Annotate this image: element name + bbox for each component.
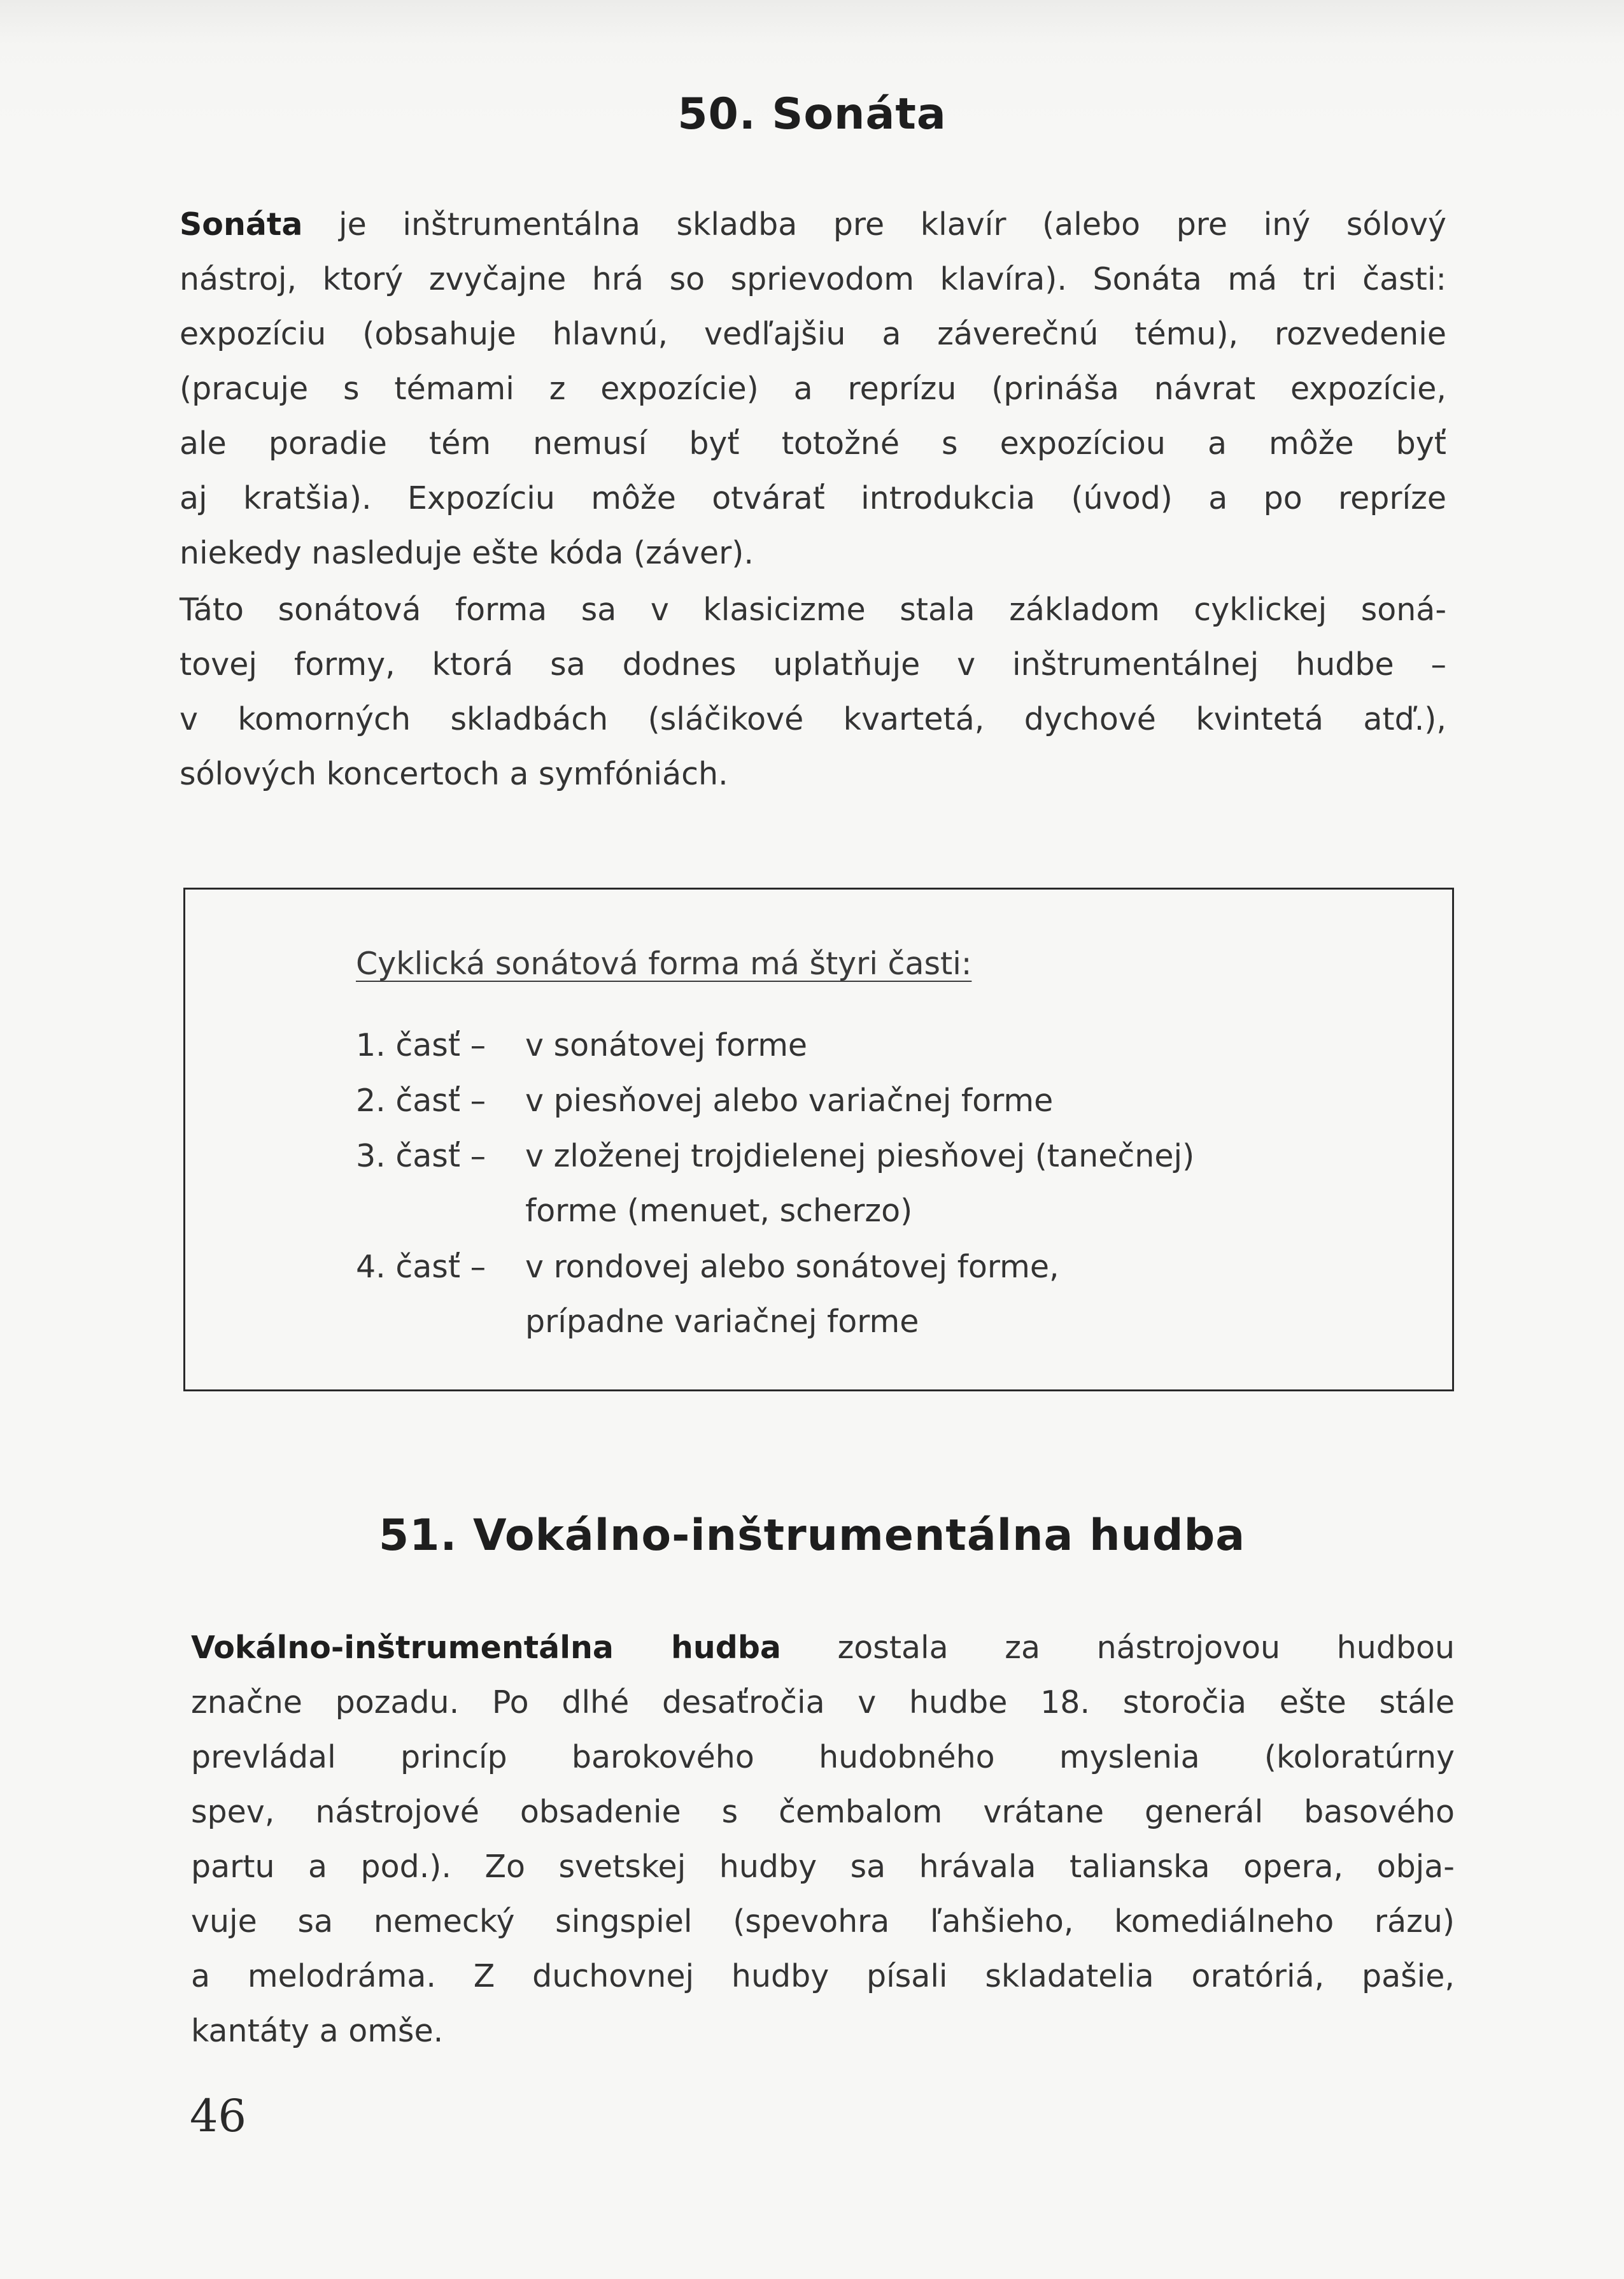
paragraph-line: partu a pod.). Zo svetskej hudby sa hrávala talianska opera, obja- bbox=[191, 1849, 1455, 1885]
part-text-continued: forme (menuet, scherzo) bbox=[525, 1193, 913, 1229]
part-item-1 bbox=[356, 1027, 807, 1063]
part-number: 4. časť – bbox=[356, 1249, 486, 1285]
paragraph-line: tovej formy, ktorá sa dodnes uplatňuje v inštrumentálnej hudbe – bbox=[180, 646, 1446, 683]
section-50-paragraph-2 bbox=[180, 583, 1446, 802]
section-50-paragraph-1 bbox=[180, 197, 1446, 581]
box-title: Cyklická sonátová forma má štyri časti: bbox=[356, 946, 972, 982]
paragraph-line: niekedy nasleduje ešte kóda (záver). bbox=[180, 535, 754, 571]
paragraph-line: nástroj, ktorý zvyčajne hrá so sprievodom klavíra). Sonáta má tri časti: bbox=[180, 261, 1446, 297]
part-text: v zloženej trojdielenej piesňovej (tanečnej) bbox=[525, 1138, 1195, 1174]
cyclic-sonata-form-box bbox=[183, 888, 1454, 1391]
part-number: 2. časť – bbox=[356, 1083, 486, 1119]
sonata-term: Sonáta bbox=[180, 206, 303, 243]
part-text: v sonátovej forme bbox=[525, 1027, 808, 1063]
part-item-2 bbox=[356, 1083, 1053, 1119]
part-text-continued: prípadne variačnej forme bbox=[525, 1303, 919, 1340]
part-text: v piesňovej alebo variačnej forme bbox=[525, 1083, 1054, 1119]
paragraph-line: aj kratšia). Expozíciu môže otvárať introdukcia (úvod) a po repríze bbox=[180, 480, 1446, 516]
section-51-heading: 51. Vokálno-inštrumentálna hudba bbox=[378, 1510, 1246, 1561]
part-item-4 bbox=[356, 1249, 1059, 1340]
paragraph-line: Sonáta je inštrumentálna skladba pre klavír (alebo pre iný sólový bbox=[180, 206, 1446, 243]
paragraph-line: Táto sonátová forma sa v klasicizme stala základom cyklickej soná- bbox=[180, 592, 1446, 628]
paragraph-line: sólových koncertoch a symfóniách. bbox=[180, 756, 728, 792]
paragraph-line: expozíciu (obsahuje hlavnú, vedľajšiu a záverečnú tému), rozvedenie bbox=[180, 316, 1446, 352]
paragraph-line: vuje sa nemecký singspiel (spevohra ľahšieho, komediálneho rázu) bbox=[191, 1903, 1455, 1940]
paragraph-line: Vokálno-inštrumentálna hudba zostala za nástrojovou hudbou bbox=[191, 1629, 1455, 1666]
paragraph-line: (pracuje s témami z expozície) a reprízu (prináša návrat expozície, bbox=[180, 371, 1446, 407]
paragraph-line: a melodráma. Z duchovnej hudby písali skladatelia oratóriá, pašie, bbox=[191, 1958, 1455, 1994]
part-number: 1. časť – bbox=[356, 1027, 486, 1063]
section-51-paragraph bbox=[191, 1621, 1455, 2059]
paragraph-line: prevládal princíp barokového hudobného myslenia (koloratúrny bbox=[191, 1739, 1455, 1775]
part-text: v rondovej alebo sonátovej forme, bbox=[525, 1249, 1059, 1285]
paragraph-line: v komorných skladbách (sláčikové kvartetá, dychové kvintetá atď.), bbox=[180, 701, 1446, 737]
section-50-heading: 50. Sonáta bbox=[677, 89, 947, 139]
paragraph-line: ale poradie tém nemusí byť totožné s expozíciou a môže byť bbox=[180, 425, 1446, 462]
part-item-3 bbox=[356, 1138, 1195, 1229]
part-number: 3. časť – bbox=[356, 1138, 486, 1174]
page-number: 46 bbox=[190, 2090, 247, 2142]
paragraph-line: značne pozadu. Po dlhé desaťročia v hudbe 18. storočia ešte stále bbox=[191, 1684, 1455, 1721]
paragraph-line: spev, nástrojové obsadenie s čembalom vrátane generál basového bbox=[191, 1794, 1455, 1830]
vocal-instrumental-term: Vokálno-inštrumentálna hudba bbox=[191, 1629, 782, 1666]
paragraph-line: kantáty a omše. bbox=[191, 2013, 444, 2049]
